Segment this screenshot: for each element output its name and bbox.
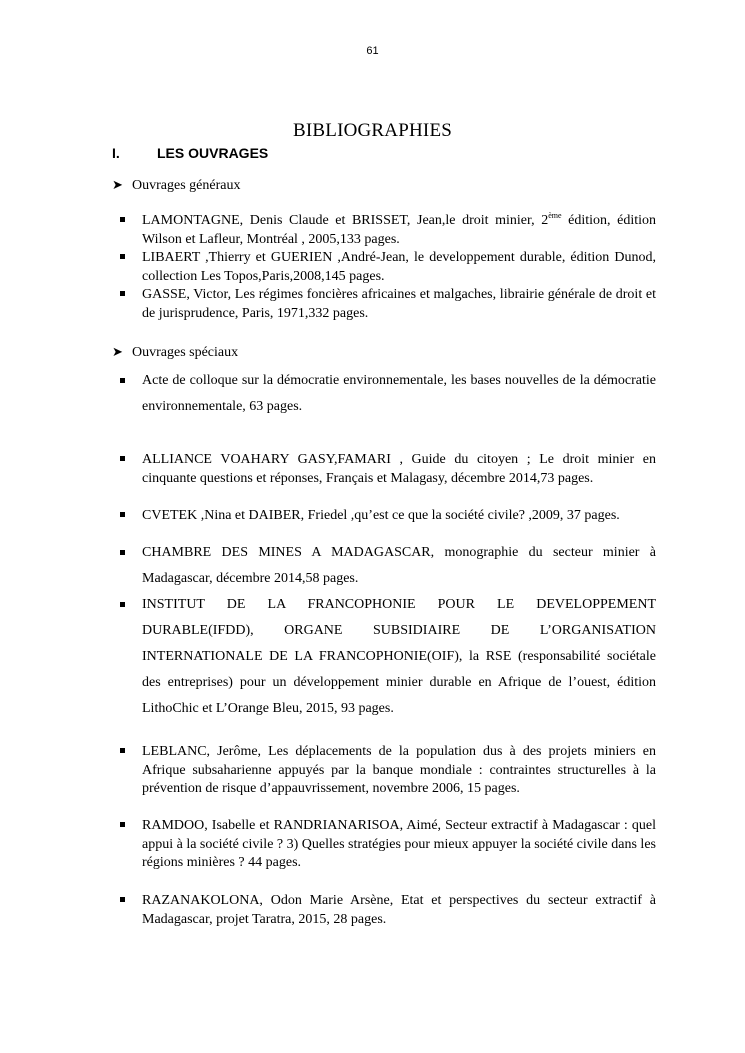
special-works-item-2 — [120, 451, 656, 488]
special-works-item-4-5 — [120, 540, 656, 722]
list-item — [120, 507, 656, 526]
entry-text: INSTITUT DE LA FRANCOPHONIE POUR LE DEVELOPPEMENT DURABLE(IFDD), ORGANE SUBSIDIAIRE DE L’ORGANISATION INTERNATIONALE DE LA FRANCOPHONIE(OIF), la RSE (responsabilité sociétale des entreprises) pour un développement minier durable en Afrique de l’ouest, édition LithoChic et L’Orange Bleu, 2015, 93 pages. — [142, 597, 656, 716]
list-item — [120, 540, 656, 592]
section-heading — [112, 145, 268, 161]
arrow-bullet-icon: ➤ — [112, 177, 123, 192]
list-item — [120, 892, 656, 929]
page-number: 61 — [366, 45, 379, 57]
special-works-item-8 — [120, 892, 656, 929]
square-bullet-icon — [120, 254, 125, 259]
square-bullet-icon — [120, 291, 125, 296]
special-works-item-1 — [120, 368, 656, 420]
square-bullet-icon — [120, 512, 125, 517]
square-bullet-icon — [120, 602, 125, 607]
list-item — [120, 249, 656, 286]
special-works-item-7 — [120, 817, 656, 873]
list-item — [120, 451, 656, 488]
subheading-special-label: Ouvrages spéciaux — [132, 345, 239, 360]
entry-text: LEBLANC, Jerôme, Les déplacements de la population dus à des projets miniers en Afrique subsaharienne appuyés par la banque mondiale : contraintes structurelles à la prévention de risque d’appauvrissement, novembre 2006, 15 pages. — [142, 744, 656, 796]
entry-text: ALLIANCE VOAHARY GASY,FAMARI , Guide du citoyen ; Le droit minier en cinquante questions et réponses, Français et Malagasy, décembre 2014,73 pages. — [142, 452, 656, 486]
square-bullet-icon — [120, 550, 125, 555]
subheading-general — [112, 177, 240, 194]
list-item — [120, 212, 656, 249]
entry-text: RAZANAKOLONA, Odon Marie Arsène, Etat et perspectives du secteur extractif à Madagascar, projet Taratra, 2015, 28 pages. — [142, 893, 656, 927]
subheading-general-label: Ouvrages généraux — [132, 178, 241, 193]
section-label: LES OUVRAGES — [157, 145, 269, 161]
list-item — [120, 743, 656, 799]
entry-text: Acte de colloque sur la démocratie environnementale, les bases nouvelles de la démocratie environnementale, 63 pages. — [142, 373, 656, 414]
section-number: I. — [112, 145, 120, 161]
square-bullet-icon — [120, 897, 125, 902]
entry-text: CVETEK ,Nina et DAIBER, Friedel ,qu’est ce que la société civile? ,2009, 37 pages. — [142, 508, 620, 523]
list-item — [120, 592, 656, 722]
list-item — [120, 817, 656, 873]
square-bullet-icon — [120, 748, 125, 753]
square-bullet-icon — [120, 378, 125, 383]
list-item — [120, 368, 656, 420]
subheading-special — [112, 344, 238, 361]
page-title: BIBLIOGRAPHIES — [292, 120, 453, 141]
arrow-bullet-icon: ➤ — [112, 344, 123, 359]
list-item — [120, 286, 656, 323]
special-works-item-6 — [120, 743, 656, 799]
square-bullet-icon — [120, 456, 125, 461]
entry-text: GASSE, Victor, Les régimes foncières africaines et malgaches, librairie générale de droit et de jurisprudence, Paris, 1971,332 pages. — [142, 287, 656, 321]
square-bullet-icon — [120, 822, 125, 827]
entry-text: RAMDOO, Isabelle et RANDRIANARISOA, Aimé, Secteur extractif à Madagascar : quel appui à la société civile ? 3) Quelles stratégies pour mieux appuyer la société civile dans les régions minières ? 44 pages. — [142, 818, 656, 870]
general-works-list — [120, 212, 656, 323]
entry-text: LAMONTAGNE, Denis Claude et BRISSET, Jean,le droit minier, 2 — [142, 213, 549, 228]
superscript: ème — [548, 211, 562, 220]
entry-text: LIBAERT ,Thierry et GUERIEN ,André-Jean, le developpement durable, édition Dunod, collection Les Topos,Paris,2008,145 pages. — [142, 250, 656, 284]
entry-text: CHAMBRE DES MINES A MADAGASCAR, monographie du secteur minier à Madagascar, décembre 2014,58 pages. — [142, 545, 656, 586]
entry-text: édition, édition Wilson et Lafleur, Montréal , 2005,133 pages. — [142, 213, 657, 247]
square-bullet-icon — [120, 217, 125, 222]
special-works-item-3 — [120, 507, 656, 526]
